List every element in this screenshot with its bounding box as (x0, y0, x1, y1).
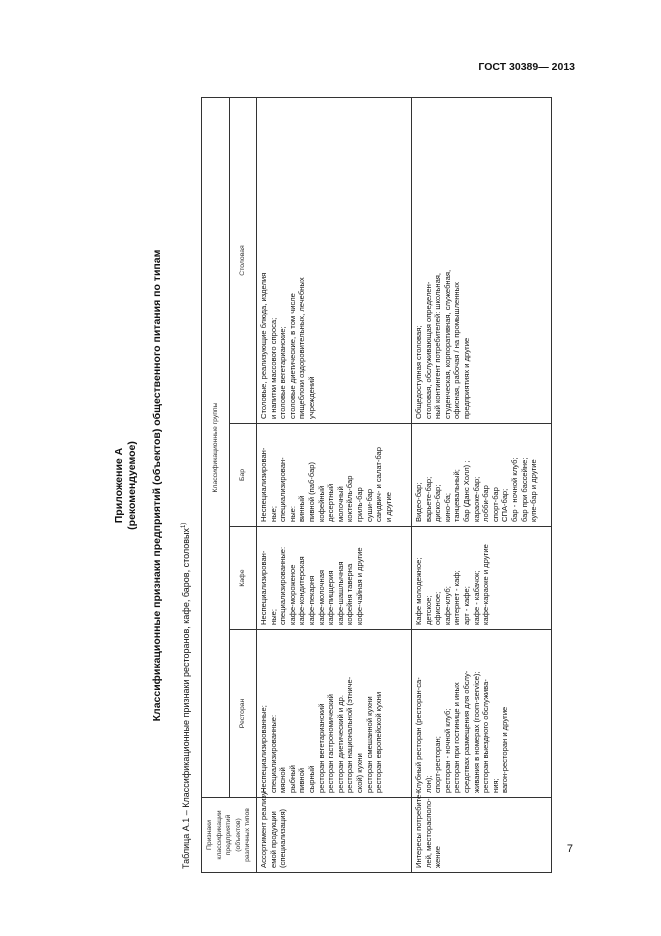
document-title: Классификационные признаки предприятий (объектов) общественного питания по типам (151, 249, 163, 722)
header-feature: Признаки классификации предприятий (объектов) различных типов (202, 798, 257, 873)
header-restaurant: Ресторан (230, 630, 257, 798)
table-caption (181, 523, 191, 869)
cell-bar: Видео-бар; варьете-бар; диско-бар; кино-ба; танцевальный; бар (Данс Холл) ; караоке-бар; лобби-бар спорт-бар СПА-бар; бар - ночной клуб; бар при бассейне; купе-бар и другие (412, 424, 552, 527)
appendix-heading (113, 98, 139, 873)
cell-restaurant: Неспециализированные; специализированные: мясной рыбный пивной сырный ресторан вегетарианский ресторан гастрономический ресторан диетический и др. ресторан национальной (этниче- ской) кухни ресторан смешанной кухни ресторан европейской кухни (257, 630, 412, 798)
appendix-title: Приложение А (113, 447, 125, 524)
table-caption-text: Таблица А.1 – Классификационные признаки ресторанов, кафе, баров, столовых (181, 527, 191, 869)
cell-canteen: Столовые, реализующие блюда, изделия и напитки массового спроса; столовые вегетарианские; столовые диетические, в том числе пищеблоки оздоровительных, лечебных учреждений (257, 97, 412, 423)
header-canteen: Столовая (230, 97, 257, 423)
cell-feature: Интересы потребите- лей, месторасполо- жение (412, 798, 552, 873)
table-header-row (202, 97, 230, 872)
page-number: 7 (566, 843, 573, 855)
classification-table (201, 97, 552, 873)
header-groups: Классификационные группы (202, 97, 230, 797)
header-cafe: Кафе (230, 527, 257, 630)
cell-feature: Ассортимент реализу- емой продукции (специализация) (257, 798, 412, 873)
standard-code: ГОСТ 30389— 2013 (478, 61, 575, 73)
cell-bar: Неспециализирован- ные; специализирован- ные: винный пивной (паб-бар) кофейный десертный молочный коктейль-бар гриль-бар суши-бар сандвич- и салат-бар и другие (257, 424, 412, 527)
table-subheader-row (230, 97, 257, 872)
header-bar: Бар (230, 424, 257, 527)
table-caption-note: 1) (181, 522, 187, 528)
table-row (257, 97, 412, 872)
cell-cafe: Кафе молодежное; детское; офисное; кафе-клуб; интернет - каф; арт - кафе; кафе - кабачок; кафе-караоке и другие (412, 527, 552, 630)
cell-restaurant: Клубный ресторан (ресторан-са- лон); спорт-ресторан; ресторан - ночной клуб; ресторан при гостинице и иных средствах размещения для обслу- живания в номерах (room-service); ресторан выездного обслужива- ния; вагон-ресторан и другие (412, 630, 552, 798)
cell-canteen: Общедоступная столовая; столовая, обслуживающая определен- ный контингент потребителей: школьная, студенческая, корпоративная, служебная, офисная, рабочая / на промышленных предприятиях и другие (412, 97, 552, 423)
rotated-content (113, 98, 573, 873)
cell-cafe: Неспециализирован- ные; специализированные: кафе-мороженое кафе-кондитерская кафе-пекарня кафе-молочная кафе-пиццерия кафе-шашлычная кофейня таверна кофе-чайная и другие (257, 527, 412, 630)
table-row (412, 97, 552, 872)
appendix-subtitle: (рекомендуемое) (126, 441, 138, 530)
